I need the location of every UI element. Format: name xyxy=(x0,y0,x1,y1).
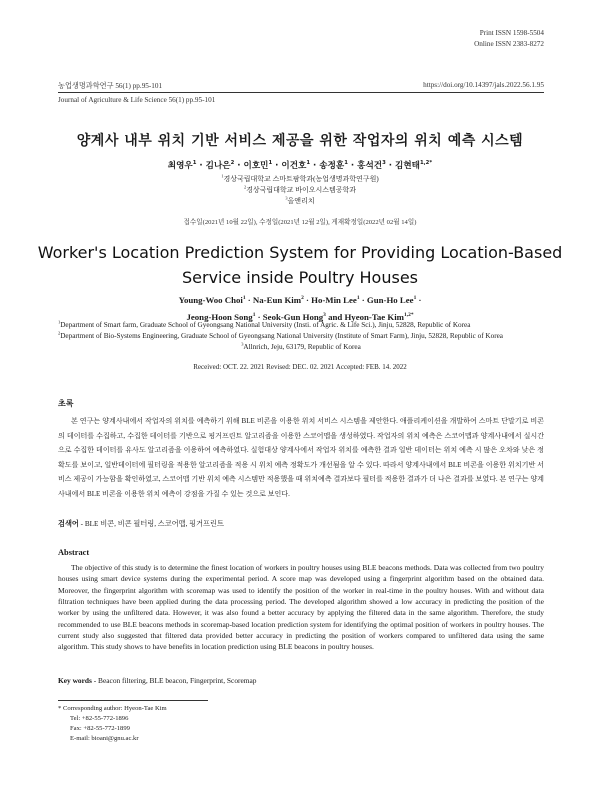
title-english-line: Worker's Location Prediction System for Providing Location-Based xyxy=(37,243,563,262)
journal-name-ko: 농업생명과학연구 56(1) pp.95-101 xyxy=(58,82,163,90)
journal-name-en: Journal of Agriculture & Life Science 56(1) pp.95-101 xyxy=(58,96,216,104)
author-line: Young-Woo Choi$^1$ · Na-Eun Kim$^2$ · Ho-Min Lee$^1$ · Gun-Ho Lee$^1$ · xyxy=(178,295,422,305)
fax: Fax: +82-55-772-1899 xyxy=(70,725,130,732)
keywords-label: 검색어 xyxy=(58,519,79,528)
correspondence-footnote xyxy=(58,704,167,744)
author-name: 홍석건 xyxy=(357,161,383,171)
doi-link[interactable]: https://doi.org/10.14397/jals.2022.56.1.95 xyxy=(423,81,544,89)
keywords-korean: 검색어 - BLE 비콘, 비콘 필터링, 스코어맵, 핑거프린트 xyxy=(58,519,224,528)
author-name: 최영우 xyxy=(167,161,193,171)
corresponding-author: * Corresponding author: Hyeon-Tae Kim xyxy=(58,705,167,712)
dates-english: Received: OCT. 22. 2021 Revised: DEC. 02. 2021 Accepted: FEB. 14. 2022 xyxy=(193,363,407,371)
abstract-ko-heading: 초록 xyxy=(58,399,74,408)
author-affiliation-mark: 1 xyxy=(344,160,348,167)
footnote-rule xyxy=(58,700,208,701)
abstract-en-heading: Abstract xyxy=(58,548,90,557)
title-english xyxy=(0,240,600,290)
author-affiliation-mark: 2 xyxy=(301,295,304,302)
header-rule xyxy=(58,92,544,93)
keywords-text: BLE 비콘, 비콘 필터링, 스코어맵, 핑거프린트 xyxy=(84,520,224,528)
author-affiliation-mark: 3 xyxy=(323,311,326,318)
author-affiliation-mark: 2 xyxy=(230,160,235,167)
title-korean: 양계사 내부 위치 기반 서비스 제공을 위한 작업자의 위치 예측 시스템 xyxy=(76,133,524,149)
author-name: 이건호 xyxy=(281,161,307,171)
author-affiliation-mark: 1 xyxy=(242,295,246,302)
affiliation-item: $^3$올앤리치 xyxy=(285,196,315,206)
abstract-en-body: The objective of this study is to determine the finest location of workers in poultry houses using BLE beacons methods. Data was collected from two poultry houses using smart device systems during the experimental period. A score map was developed using a fingerprint algorithm based on the obtained data. Moreover, the fingerprint algorithm with scoremap was used to identify the position of the worker in real-time in the poultry houses. With and without data filtration techniques have been applied during the data processing period. The developed algorithm showed a low accuracy in predicting the position of the worker by using the unfiltered data. However, it was also found a better accuracy by applying the filtered data in the same algorithm. Therefore, the study recommended to use BLE beacons methods in scoremap-based location prediction system for identifying the optimal position of workers in poultry houses. The current study also suggested that filtered data provided better accuracy in predicting the position of workers compared to unfiltered data using the same algorithm. This study shows to have benefits in location prediction using BLE beacons in poultry houses. xyxy=(58,563,544,652)
online-issn: Online ISSN 2383-8272 xyxy=(474,39,544,48)
author-affiliation-mark: 1 xyxy=(413,295,417,302)
affiliation-item: $^3$Allnrich, Jeju, 63179, Republic of Korea xyxy=(241,341,361,351)
author-list-korean: 최영우$^1$ · 김나은$^2$ · 이호민$^1$ · 이건호$^1$ · 송정훈$^1$ · 홍석건$^3$ · 김현태$^{1,2*}$ xyxy=(167,160,433,171)
author-name: Ho-Min Lee xyxy=(311,295,357,305)
tel: Tel: +82-55-772-1896 xyxy=(70,715,129,722)
author-name: Hyeon-Tae Kim xyxy=(344,311,405,322)
author-name: 송정훈 xyxy=(319,161,345,171)
affiliation-item: $^2$경상국립대학교 바이오시스템공학과 xyxy=(243,184,357,195)
author-affiliation-mark: 1,2* xyxy=(419,160,433,167)
author-affiliation-mark: 1 xyxy=(306,160,311,167)
issn-block xyxy=(474,28,544,49)
affiliation-item: $^2$Department of Bio-Systems Engineering, Graduate School of Gyeongsang National University (Institute of Smart Farm), Jinju, 52828, Republic of Korea xyxy=(58,330,503,340)
author-line: Jeong-Hoon Song$^1$ · Seok-Gun Hong$^3$ and Hyeon-Tae Kim$^{1,2*}$ xyxy=(186,311,414,322)
author-name: Gun-Ho Lee xyxy=(366,295,414,305)
affiliation-item: $^1$Department of Smart farm, Graduate School of Gyeongsang National University (Insti. of Agric. & Life Sci.), Jinju, 52828, Republic of Korea xyxy=(58,319,471,329)
author-name: Seok-Gun Hong xyxy=(262,311,324,322)
affiliations-korean xyxy=(0,174,600,208)
author-affiliation-mark: 1 xyxy=(192,160,197,167)
author-affiliation-mark: 1 xyxy=(252,311,256,318)
title-english-line: Service inside Poultry Houses xyxy=(181,268,418,287)
email: E-mail: bioani@gnu.ac.kr xyxy=(70,735,139,742)
print-issn: Print ISSN 1598-5504 xyxy=(479,29,544,37)
affiliations-english xyxy=(58,320,544,353)
author-name: Na-Eun Kim xyxy=(252,295,302,305)
author-name: Young-Woo Choi xyxy=(178,295,243,305)
keywords-text: Beacon filtering, BLE beacon, Fingerprint, Scoremap xyxy=(98,676,257,685)
abstract-ko-body: 본 연구는 양계사내에서 작업자의 위치를 예측하기 위해 BLE 비콘을 이용한 위치 서비스 시스템을 제안한다. 애플리케이션을 개발하여 스마트 단말기로 비콘의 데이터를 수집하고, 수집한 데이터를 기반으로 핑거프린트 알고리즘을 이용한 스코어맵을 생성하였다. 작업자의 위치 예측은 스코어맵과 양계사내에서 실시간으로 수집한 데이터를 유사도 알고리즘을 이용하여 예측하였다. 실험대상 양계사에서 작업자 위치를 예측한 결과 일반 데이터는 위치 예측 시 많은 오차와 낮은 정확도를 보이고, 일반데이터에 필터링을 적용한 알고리즘을 적용 시 위치 예측 정확도가 개선됨을 알 수 있다. 따라서 양계사내에서 BLE 비콘을 이용한 위치기반 서비스 제공이 가능함을 확인하였고, 스코어맵 기반 위치 예측 시스템만 적용했을 때 위치예측 결과보다 필터를 적용한 결과가 더 나은 결과를 보였다. 본 연구는 양계사내에서 BLE 비콘을 이용한 위치 예측이 강점을 가질 수 있는 것으로 보인다. xyxy=(58,417,544,498)
author-affiliation-mark: 1 xyxy=(356,295,360,302)
author-name: 이호민 xyxy=(243,161,269,171)
author-name: 김나은 xyxy=(205,161,231,171)
author-affiliation-mark: 1,2* xyxy=(404,311,414,318)
author-name: 김현태 xyxy=(395,161,420,171)
author-name: Jeong-Hoon Song xyxy=(186,311,253,322)
keywords-label: Key words xyxy=(58,676,92,685)
dates-korean: 접수일(2021년 10월 22일), 수정일(2021년 12월 2일), 게재확정일(2022년 02월 14일) xyxy=(183,219,417,226)
author-affiliation-mark: 1 xyxy=(268,160,273,167)
affiliation-item: $^1$경상국립대학교 스마트팜학과(농업생명과학연구원) xyxy=(221,173,379,183)
keywords-english: Key words - Beacon filtering, BLE beacon, Fingerprint, Scoremap xyxy=(58,676,257,685)
author-affiliation-mark: 3 xyxy=(382,160,386,167)
